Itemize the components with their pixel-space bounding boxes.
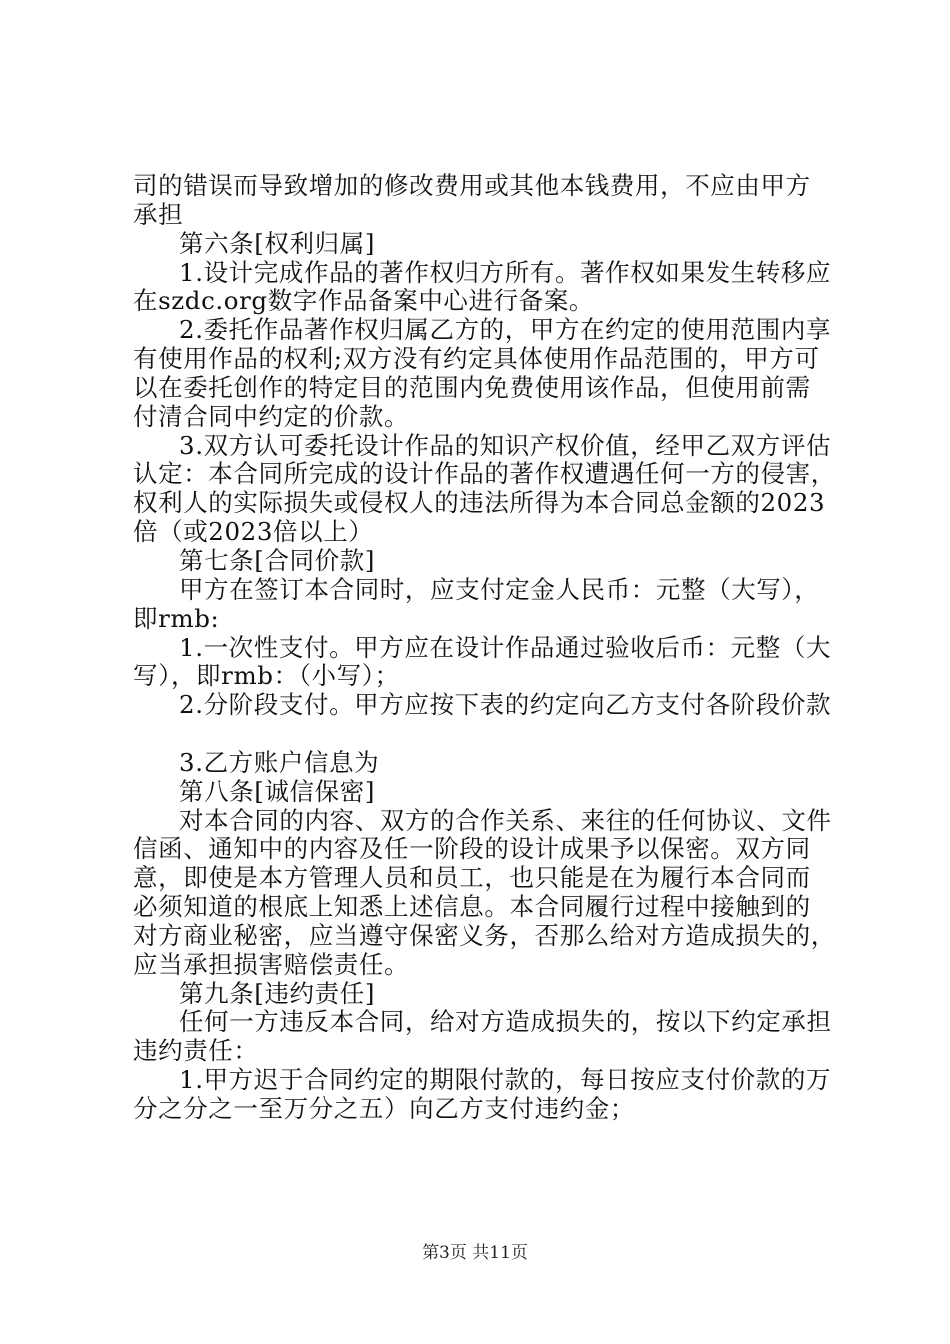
section-heading-6: 第六条[权利归属] xyxy=(179,228,376,258)
section-heading-8: 第八条[诚信保密] xyxy=(179,776,376,806)
page-number-footer: 第3页 共11页 xyxy=(422,1243,528,1263)
paragraph-line: 在szdc.org数字作品备案中心进行备案。 xyxy=(133,286,595,316)
paragraph-line: 违约责任： xyxy=(133,1036,259,1066)
paragraph-line: 承担 xyxy=(133,199,184,229)
paragraph-line: 以在委托创作的特定目的范围内免费使用该作品，但使用前需 xyxy=(133,372,811,402)
paragraph-line: 有使用作品的权利;双方没有约定具体使用作品范围的，甲方可 xyxy=(133,344,820,374)
blank-line xyxy=(133,720,838,749)
paragraph-line: 对方商业秘密，应当遵守保密义务，否那么给对方造成损失的， xyxy=(133,920,836,950)
paragraph-line: 权利人的实际损失或侵权人的违法所得为本合同总金额的2023 xyxy=(133,488,826,518)
paragraph-line: 必须知道的根底上知悉上述信息。本合同履行过程中接触到的 xyxy=(133,892,811,922)
paragraph-line: 任何一方违反本合同，给对方造成损失的，按以下约定承担 xyxy=(179,1007,832,1037)
paragraph-line: 3.双方认可委托设计作品的知识产权价值，经甲乙双方评估 xyxy=(179,430,832,460)
paragraph-line: 即rmb: xyxy=(133,603,220,633)
paragraph-line: 2.分阶段支付。甲方应按下表的约定向乙方支付各阶段价款 xyxy=(179,690,832,720)
paragraph-line: 付清合同中约定的价款。 xyxy=(133,401,410,431)
section-heading-9: 第九条[违约责任] xyxy=(179,978,376,1008)
paragraph-line: 司的错误而导致增加的修改费用或其他本钱费用，不应由甲方 xyxy=(133,171,811,200)
document-body xyxy=(133,172,838,1124)
paragraph-line: 2.委托作品著作权归属乙方的，甲方在约定的使用范围内享 xyxy=(179,315,832,345)
paragraph-line: 对本合同的内容、双方的合作关系、来往的任何协议、文件 xyxy=(179,805,832,835)
paragraph-line: 应当承担损害赔偿责任。 xyxy=(133,949,410,979)
paragraph-line: 认定：本合同所完成的设计作品的著作权遭遇任何一方的侵害， xyxy=(133,459,836,489)
paragraph-line: 意，即使是本方管理人员和员工，也只能是在为履行本合同而 xyxy=(133,863,811,893)
paragraph-line: 分之分之一至万分之五）向乙方支付违约金； xyxy=(133,1094,635,1123)
paragraph-line: 写），即rmb：（小写）； xyxy=(133,661,400,691)
paragraph-line: 甲方在签订本合同时，应支付定金人民币：元整（大写）， xyxy=(179,574,820,604)
paragraph-line: 信函、通知中的内容及任一阶段的设计成果予以保密。双方同 xyxy=(133,834,811,864)
paragraph-line: 1.甲方迟于合同约定的期限付款的，每日按应支付价款的万 xyxy=(179,1065,832,1095)
paragraph-line: 3.乙方账户信息为 xyxy=(179,747,380,777)
section-heading-7: 第七条[合同价款] xyxy=(179,545,376,575)
paragraph-line: 1.设计完成作品的著作权归方所有。著作权如果发生转移应 xyxy=(179,257,832,287)
paragraph-line: 倍（或2023倍以上） xyxy=(133,517,374,547)
paragraph-line: 1.一次性支付。甲方应在设计作品通过验收后币：元整（大 xyxy=(179,632,832,662)
